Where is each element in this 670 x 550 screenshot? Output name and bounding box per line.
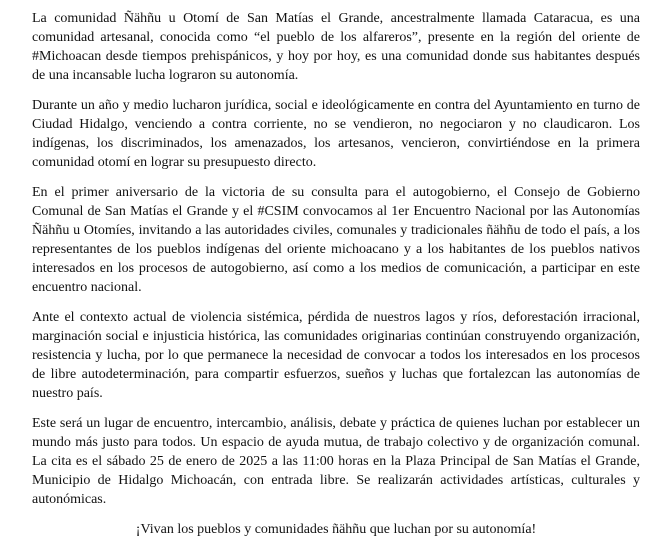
closing-line: ¡Vivan los pueblos y comunidades ñähñu que luchan por su autonomía! (135, 522, 537, 537)
paragraph-5: Este será un lugar de encuentro, intercambio, análisis, debate y práctica de quienes luchan por establecer un mundo más justo para todos. Un espacio de ayuda mutua, de trabajo colectivo y de organización comunal. La cita es el sábado 25 de enero de 2025 a las 11:00 horas en la Plaza Principal de San Matías el Grande, Municipio de Hidalgo Michoacán, con entrada libre. Se realizarán actividades artísticas, culturales y autonómicas. (32, 416, 640, 507)
paragraph-1: La comunidad Ñähñu u Otomí de San Matías el Grande, ancestralmente llamada Cataracua, es una comunidad artesanal, conocida como “el pueblo de los alfareros”, presente en la región del oriente de #Michoacan desde tiempos prehispánicos, y hoy por hoy, es una comunidad donde sus habitantes después de una incansable lucha lograron su autonomía. (32, 11, 640, 83)
document-body (32, 9, 640, 550)
paragraph-3: En el primer aniversario de la victoria de su consulta para el autogobierno, el Consejo de Gobierno Comunal de San Matías el Grande y el #CSIM convocamos al 1er Encuentro Nacional por las Autonomías Ñähñu u Otomíes, invitando a las autoridades civiles, comunales y tradicionales ñähñu de todo el país, a los representantes de los pueblos indígenas del oriente michoacano y a los habitantes de los pueblos nativos interesados en los procesos de autogobierno, así como a los medios de comunicación, a participar en este encuentro nacional. (32, 185, 640, 295)
paragraph-4: Ante el contexto actual de violencia sistémica, pérdida de nuestros lagos y ríos, deforestación irracional, marginación social e injusticia histórica, las comunidades originarias continúan construyendo organización, resistencia y lucha, por lo que permanece la necesidad de convocar a todos los interesados en los procesos de libre autodeterminación, para compartir esfuerzos, sueños y luchas que fortalezcan las autonomías de nuestro país. (32, 310, 640, 401)
paragraph-2: Durante un año y medio lucharon jurídica, social e ideológicamente en contra del Ayuntamiento en turno de Ciudad Hidalgo, venciendo a contra corriente, no se vendieron, no negociaron y no claudicaron. Los indígenas, los discriminados, los amenazados, los artesanos, vencieron, convirtiéndose en la primera comunidad otomí en lograr su presupuesto directo. (32, 98, 640, 170)
